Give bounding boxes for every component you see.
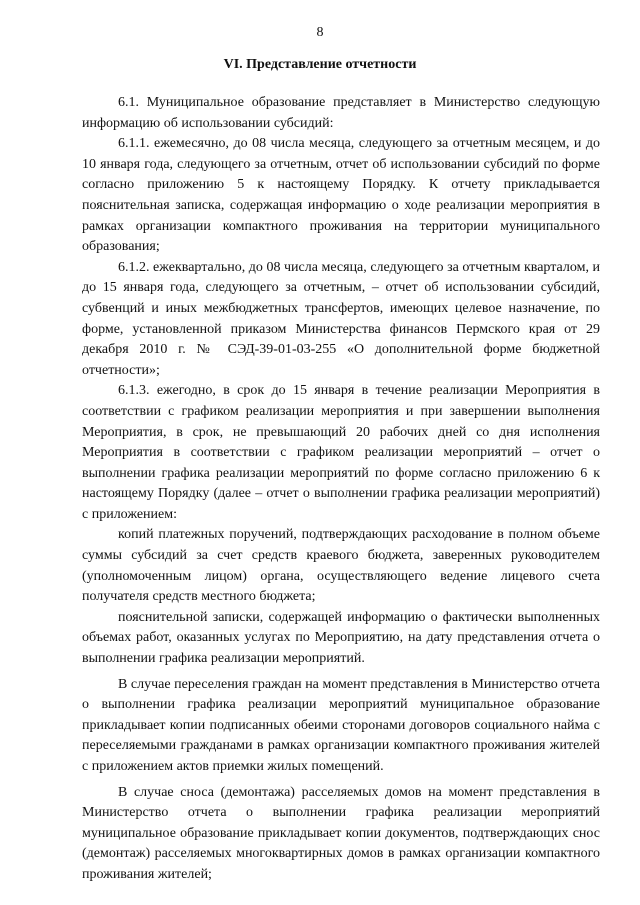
paragraph-demolition: В случае сноса (демонтажа) расселяемых домов на момент представления в Министерство отчета о выполнении графика реализации мероприятий муниципальное образование прикладывает копии документов, подтверждающих снос (демонтаж) расселяемых многоквартирных домов в рамках организации компактного проживания жителей; — [82, 784, 600, 882]
document-body — [82, 93, 600, 886]
paragraph-6-1-3: 6.1.3. ежегодно, в срок до 15 января в течение реализации Мероприятия в соответствии с графиком реализации мероприятия и при завершении выполнения Мероприятия, в срок, не превышающий 20 рабочих дней со дня исполнения Мероприятия в соответствии с графиком реализации мероприятий – отчет о выполнении графика реализации мероприятий по форме согласно приложению 6 к настоящему Порядку (далее – отчет о выполнении графика реализации мероприятий) с приложением: — [82, 383, 600, 522]
paragraph-6-1-1: 6.1.1. ежемесячно, до 08 числа месяца, следующего за отчетным месяцем, и до 10 января года, следующего за отчетным, отчет об использовании субсидий по форме согласно приложению 5 к настоящему Порядку. К отчету прикладывается пояснительная записка, содержащая информацию о ходе реализации мероприятия в рамках организации компактного проживания на территории муниципального образования; — [82, 136, 600, 255]
page-number: 8 — [316, 25, 324, 40]
section-title: VI. Представление отчетности — [223, 57, 417, 72]
paragraph-resettlement: В случае переселения граждан на момент представления в Министерство отчета о выполнении графика реализации мероприятий муниципальное образование прикладывает копии подписанных обеими сторонами договоров социального найма с переселяемыми гражданами в рамках организации компактного проживания жителей с приложением актов приемки жилых помещений. — [82, 676, 600, 774]
paragraph-explanatory-note: пояснительной записки, содержащей информацию о фактически выполненных объемах работ, оказанных услугах по Мероприятию, на дату представления отчета о выполнении графика реализации мероприятий. — [82, 609, 600, 667]
paragraph-6-1: 6.1. Муниципальное образование представляет в Министерство следующую информацию об использовании субсидий: — [82, 95, 600, 131]
paragraph-payment-orders: копий платежных поручений, подтверждающих расходование в полном объеме суммы субсидий за счет средств краевого бюджета, заверенных руководителем (уполномоченным лицом) органа, осуществляющего ведение лицевого счета получателя средств местного бюджета; — [82, 527, 600, 605]
paragraph-6-1-2: 6.1.2. ежеквартально, до 08 числа месяца, следующего за отчетным кварталом, и до 15 января года, следующего за отчетным, – отчет об использовании субсидий, субвенций и иных межбюджетных трансфертов, имеющих целевое назначение, по форме, установленной приказом Министерства финансов Пермского края от 29 декабря 2010 г. № СЭД-39-01-03-255 «О дополнительной форме бюджетной отчетности»; — [82, 259, 600, 378]
